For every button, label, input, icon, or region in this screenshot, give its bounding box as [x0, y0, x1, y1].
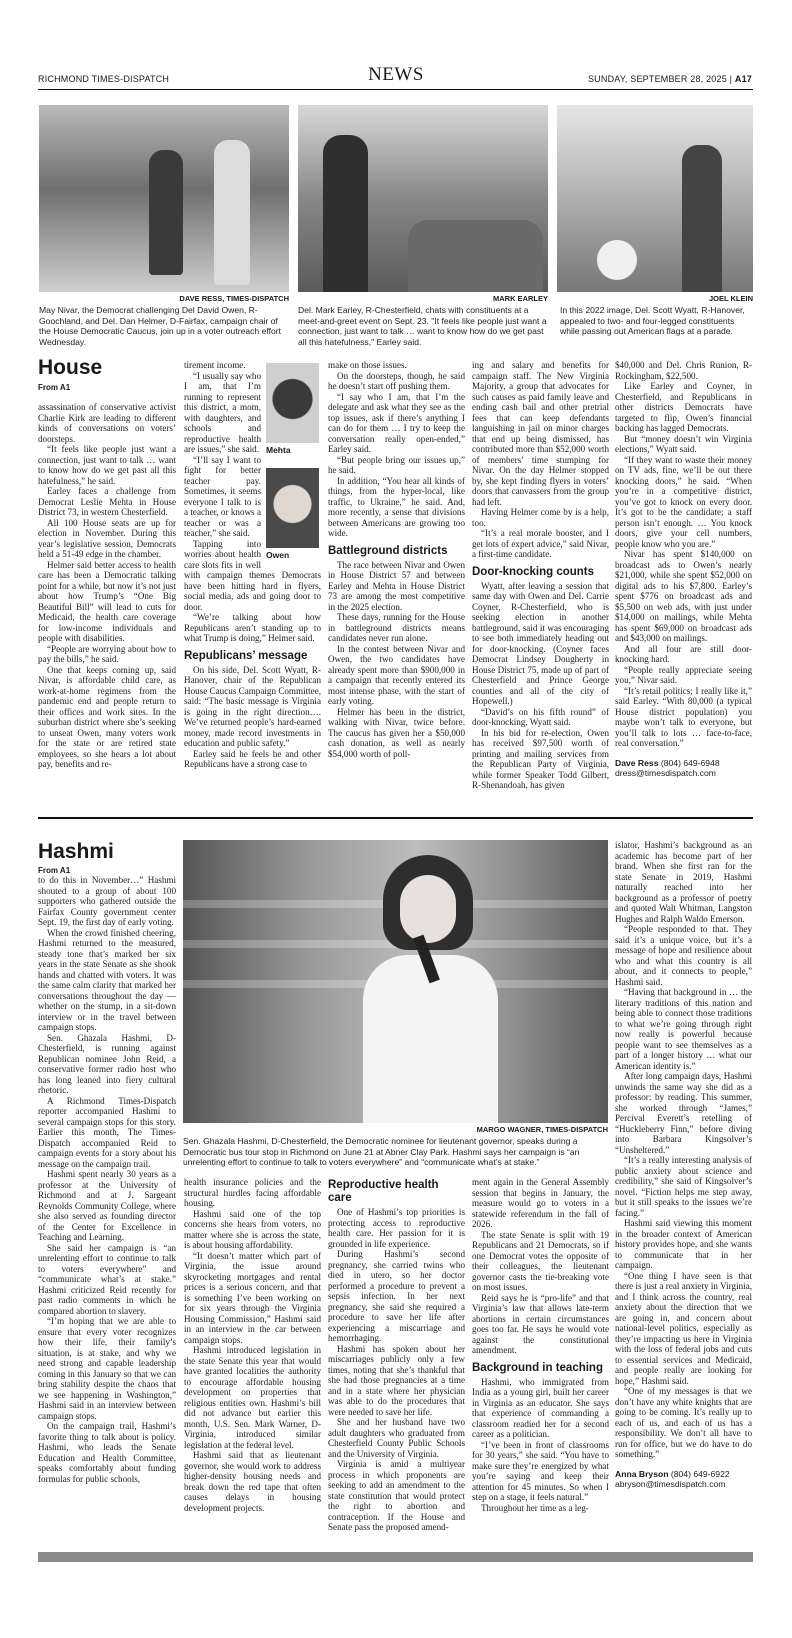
byline-signature	[615, 1469, 752, 1490]
article-column	[38, 875, 176, 1484]
paragraph: assassination of conservative activist Charlie Kirk are leading to different kinds of conversations on voters’ doorsteps.	[38, 402, 176, 444]
paragraph: Hashmi said viewing this moment in the broader context of American history provides hope, and she wants to communicate that in her campaign.	[615, 1218, 752, 1270]
paragraph: She and her husband have two adult daughters who graduated from Chesterfield County Public Schools and the University of Virginia.	[328, 1417, 465, 1459]
photo-wyatt	[557, 105, 753, 292]
article-column	[472, 360, 609, 791]
paragraph: On the doorsteps, though, he said he doesn’t start off pushing them.	[328, 370, 465, 391]
section-title: NEWS	[368, 64, 424, 85]
subhead: Background in teaching	[472, 1361, 603, 1374]
paragraph: $40,000 and Del. Chris Runion, R-Rockingham, $22,500.	[615, 360, 752, 381]
paragraph: Hashmi said one of the top concerns she hears from voters, no matter where she is across the state, is about housing affordability.	[184, 1208, 321, 1250]
paragraph: Hashmi introduced legislation in the state Senate this year that would have granted localities the authority to encourage affordable housing development on properties that religious entities own. Hashmi’s bill did not advance but earlier this month, U.S. Sen. Mark Warner, D-Virginia, introduced similar legislation at the federal level.	[184, 1345, 321, 1450]
article-column	[184, 360, 321, 770]
paragraph: Wyatt, after leaving a session that same day with Owen and Del. Carrie Coyner, R-Chesterfield, who is seeking election in another battleground, said it was encouraging to see both immediately heading out for door-knocking. (Coyner faces Democrat Lindsey Dougherty in House District 75, made up of part of Chesterfield and Prince George counties and all of the city of Hopewell.)	[472, 580, 609, 706]
photo-caption: Sen. Ghazala Hashmi, D-Chesterfield, the Democratic nominee for lieutenant governor, speaks during a Democratic bus tour stop in Richmond on June 21 at Abner Clay Park. Hashmi says her campaign is “an unrelenting effort to continue to talk to voters everywhere” and “communicate what’s at stake.”	[183, 1136, 580, 1168]
paragraph: The race between Nivar and Owen in House District 57 and between Earley and Mehta in House District 73 are among the most competitive in the 2025 election.	[328, 559, 465, 612]
paragraph: Earley said he feels he and other Republicans have a strong case to	[184, 748, 321, 769]
section-divider	[38, 817, 753, 819]
jump-line: From A1	[38, 866, 71, 875]
author-name: Anna Bryson	[615, 1468, 669, 1479]
paragraph: “I’ve been in front of classrooms for 30 years,” she said. “You have to make sure they’re energized by what you’re saying and keep their attention for 45 minutes. So when I step on a stage, it feels natural.”	[472, 1439, 609, 1502]
article-column	[472, 1177, 609, 1513]
photo-credit: JOEL KLEIN	[708, 294, 753, 303]
paragraph: During Hashmi’s second pregnancy, she carried twins who died in utero, so her doctor performed a procedure to prevent a sepsis infection. In her next pregnancy, she said she required a procedure to save her life after experiencing a miscarriage and hemorrhaging.	[328, 1249, 465, 1343]
paragraph: Helmer has been in the district, walking with Nivar, twice before. The caucus has given her a $50,000 cash donation, as well as nearly $54,000 worth of poll-	[328, 706, 465, 759]
story-kicker: House	[38, 356, 103, 379]
paragraph: “People responded to that. They said it’s a unique voice, but it’s a message of hope and resilience about who and what this country is all about, and it connects to people,” Hashmi said.	[615, 924, 752, 987]
paragraph: Nivar has spent $140,000 on broadcast ads to Owen’s nearly $21,000, while she spent $52,000 on digital ads to his $7,800. Earley’s spent $776 on broadcast ads and $5,500 on web ads, with just under $14,000 on mailings, while Mehta has spent $69,000 on broadcast ads and $43,000 on mailings.	[615, 549, 752, 643]
paragraph: Having Helmer come by is a help, too.	[472, 507, 609, 528]
paragraph: “One thing I have seen is that there is just a real anxiety in Virginia, and I think across the country, real anxiety about the direction that we are going in, and concern about national-level politics, especially as they’re impacting us here in Virginia with the loss of federal jobs and cuts to essential services and Medicaid, and people really are looking for hope,” Hashmi said.	[615, 1270, 752, 1386]
byline-signature	[615, 758, 752, 779]
paragraph: “It’s retail politics; I really like it,” said Earley. “With 80,000 (a typical House district population) you maybe won’t talk to everyone, but you’ll talk to lots … face-to-face, real conversation.”	[615, 685, 752, 748]
paragraph: In addition, “You hear all kinds of things, from the hyper-local, like traffic, to Ukraine,” he said. And, more recently, a sense that divisions between Americans are growing too wide.	[328, 475, 465, 538]
story-kicker: Hashmi	[38, 840, 114, 863]
article-column	[38, 402, 176, 770]
paragraph: “One of my messages is that we don’t have any white knights that are going to be coming. It’s really up to each of us, and each of us has a responsibility. We don’t all have to run for office, but we do have to do something.”	[615, 1386, 752, 1459]
paragraph: “We’re talking about how Republicans aren’t standing up to what Trump is doing,” Helmer said.	[184, 612, 321, 643]
photo-hashmi	[183, 840, 608, 1123]
paragraph: Reid says he is “pro-life” and that Virginia’s law that allows late-term abortions in certain circumstances goes too far. He says he would vote against the constitutional amendment.	[472, 1292, 609, 1355]
paragraph: The state Senate is split with 19 Republicans and 21 Democrats, so if one Democrat votes the opposite of their colleagues, the lieutenant governor casts the tie-breaking vote on most issues.	[472, 1229, 609, 1292]
paragraph: Helmer said better access to health care has been a Democratic talking point for a while, but now it’s not just about how Trump’s “One Big Beautiful Bill” will lead to cuts for Medicaid, the health care coverage for low-income individuals and people with disabilities.	[38, 559, 176, 643]
author-name: Dave Ress	[615, 757, 659, 768]
paragraph: “If they want to waste their money on TV ads, fine, we’ll be out there knocking doors,” he said. “When you’re in a competitive district, you’ve got to knock on every door. It’s got to be the candidate; a staff person isn’t enough. … You knock doors, give your cell numbers, people know who you are.”	[615, 454, 752, 549]
paragraph: When the crowd finished cheering, Hashmi returned to the measured, steady tone that’s marked her six years in the state Senate as she shook hands and chatted with voters. It was the same calm clarity that marked her conversations throughout the day — whether on the stump, in a sit-down interview or in the travel between campaign stops.	[38, 927, 176, 1032]
header-rule	[38, 89, 753, 90]
subhead: Reproductive health care	[328, 1179, 439, 1204]
paragraph: “It’s a really interesting analysis of public anxiety about science and credibility,” she said of Kingsolver’s novel. “Fiction helps me step away, but it still speaks to the issues we’re facing.”	[615, 1155, 752, 1218]
paragraph: tirement income.	[184, 360, 246, 370]
paragraph: One that keeps coming up, said Nivar, is affordable child care, as work-at-home regimens from the pandemic end and people return to their offices and work sites. In the suburban district where she’s seeking to unseat Owen, many voters work for the state or are retired state employees, so she hears a lot about pay, benefits and re-	[38, 664, 176, 769]
photo-earley	[298, 105, 548, 292]
paragraph: “I say who I am, that I’m the delegate and ask what they see as the top issues, ask if there’s anything I can do for them … I try to keep the conversation really open-ended,” Earley said.	[328, 391, 465, 454]
article-column	[615, 840, 752, 1490]
paragraph: “Having that background in … the literary traditions of this nation and being able to connect those traditions to what we’re going through right now really is powerful because people want to see themselves as a part of a longer history … what our American identity is.”	[615, 987, 752, 1071]
mugshot-label: Owen	[266, 550, 290, 560]
paragraph: Earley faces a challenge from Democrat Leslie Mehta in House District 73, in western Chesterfield.	[38, 486, 176, 517]
photo-caption: May Nivar, the Democrat challenging Del David Owen, R-Goochland, and Del. Dan Helmer, D-Fairfax, campaign chair of the House Democratic Caucus, join up in a voter outreach effort Wednesday.	[39, 305, 282, 347]
paragraph: “People really appreciate seeing you,” Nivar said.	[615, 664, 752, 685]
paragraph: Virginia is amid a multiyear process in which proponents are seeking to add an amendment to the state constitution that would protect the right to abortion and contraception. If the House and Senate pass the proposed amend-	[328, 1459, 465, 1532]
paragraph: Hashmi said that as lieutenant governor, she would work to address higher-density housing needs and break down the red tape that often causes delays in housing development projects.	[184, 1450, 321, 1513]
paragraph: After long campaign days, Hashmi unwinds the same way she did as a professor: by reading. This summer, she worked through “James,” Percival Everett’s retelling of “Huckleberry Finn,” before diving into Barbara Kingsolver’s “Unsheltered.”	[615, 1071, 752, 1155]
author-email[interactable]: dress@timesdispatch.com	[615, 768, 716, 779]
paper-name: RICHMOND TIMES-DISPATCH	[38, 74, 170, 84]
paragraph: On the campaign trail, Hashmi’s favorite thing to talk about is policy. Hashmi, who leads the Senate Education and Health Committee, speaks comfortably about funding formulas for public schools,	[38, 1421, 176, 1484]
photo-caption: Del. Mark Earley, R-Chesterfield, chats with constituents at a meet-and-greet event on Sept. 23. "It feels like people just want a connection, just want to talk … want to know how do we get past all this hatefulness," Earley said.	[298, 305, 547, 347]
paragraph: to do this in November…” Hashmi shouted to a group of about 100 supporters who gathered outside the Fairfax County government center Sept. 19, the first day of early voting.	[38, 875, 176, 927]
paragraph: “David’s on his fifth round” of door-knocking, Wyatt said.	[472, 706, 609, 727]
photo-nivar-helmer	[39, 105, 289, 292]
paragraph: Hashmi, who immigrated from India as a young girl, built her career in Virginia as an educator. She says that experience of commanding a classroom readied her for a second career as a politician.	[472, 1376, 609, 1439]
paragraph: Sen. Ghazala Hashmi, D-Chesterfield, is running against Republican nominee John Reid, a conservative former radio host who has long leaned into fiery cultural rhetoric.	[38, 1032, 176, 1095]
paragraph: In the contest between Nivar and Owen, the two candidates have already spent more than $900,000 in a campaign that recently entered its most intense phase, with the start of early voting.	[328, 643, 465, 706]
photo-caption: In this 2022 image, Del. Scott Wyatt, R-Hanover, appealed to two- and four-legged constituents while passing out American flags at a parade.	[560, 305, 745, 337]
author-email[interactable]: abryson@timesdispatch.com	[615, 1479, 726, 1490]
article-column	[328, 1173, 465, 1533]
subhead: Battleground districts	[328, 544, 448, 557]
mugshot-label: Mehta	[266, 445, 291, 455]
paragraph: “It feels like people just want a connection, just want to talk … want to know how do we get past all this hatefulness,” he said.	[38, 444, 176, 486]
paragraph: islator, Hashmi’s background as an academic has become part of her brand. When she first ran for the state Senate in 2019, Hashmi naturally reached into her background as a professor of poetry and quoted Walt Whitman, Langston Hughes and Ralph Waldo Emerson.	[615, 840, 752, 924]
paragraph: On his side, Del. Scott Wyatt, R-Hanover, chair of the Republican House Caucus Campaign Committee, said: “The basic message is Virginia is going in the right direction…. We’ve returned people’s hard-earned money, made record investments in education and public safety.”	[184, 664, 321, 748]
photo-credit: MARGO WAGNER, TIMES-DISPATCH	[476, 1125, 608, 1134]
jump-line: From A1	[38, 383, 71, 392]
paragraph: Tapping into worries about health care slots fits in well with campaign themes Democrats have been hitting hard in flyers, social media, ads and going door to door.	[184, 538, 321, 612]
paragraph: health insurance policies and the structural hurdles facing affordable housing.	[184, 1177, 321, 1208]
paragraph: “I’ll say I want to fight for better teacher pay. Sometimes, it seems everyone I talk to is a teacher, or knows a teacher or was a teacher,” she said.	[184, 454, 261, 538]
separator: |	[729, 74, 733, 84]
paragraph: ing and salary and benefits for campaign staff. The New Virginia Majority, a group that advocates for such causes as paid family leave and ending cash bail and other pretrial fees that can keep defendants languishing in jail on minor charges that end up being dismissed, has contributed more than $52,000 worth of members’ time stumping for Nivar. On the day Helmer stopped by, she kept finding flyers in voters’ doors that canvassers from the group had left.	[472, 360, 609, 507]
paragraph: ment again in the General Assembly session that begins in January, the measure would go to voters in a statewide referendum in the fall of 2026.	[472, 1177, 609, 1229]
mugshot-spacer	[261, 360, 321, 560]
paragraph: Like Earley and Coyner, in Chesterfield, and Republicans in other districts Democrats have targeted to flip, Owen’s financial backing has lagged Democrats.	[615, 381, 752, 433]
paragraph: All 100 House seats are up for election in November. During this year’s legislative session, Democrats held a 51-49 edge in the chamber.	[38, 517, 176, 559]
photo-credit: MARK EARLEY	[492, 294, 548, 303]
paragraph: She said her campaign is “an unrelenting effort to continue to talk to voters everywhere” and “communicate what’s at stake.” Hashmi criticized Reid recently for past radio comments in which he compared abortion to slavery.	[38, 1242, 176, 1316]
paragraph: And all four are still door-knocking hard.	[615, 643, 752, 664]
paragraph: “I’m hoping that we are able to ensure that every voter recognizes how their life, their family’s situation, is at stake, and why we need strong and capable leadership coming in this January so that we can bring stability despite the chaos that we see happening in Washington,” Hashmi said in an interview between campaign stops.	[38, 1316, 176, 1421]
paragraph: “I usually say who I am, that I’m running to represent this district, a mom, with daughters, and schools and reproductive health are issues,” she said.	[184, 370, 261, 454]
paragraph: One of Hashmi’s top priorities is protecting access to reproductive health care. Her passion for it is grounded in life experience.	[328, 1207, 465, 1249]
author-phone: (804) 649-6922	[670, 1468, 730, 1479]
subhead: Door-knocking counts	[472, 565, 595, 578]
article-column	[328, 360, 465, 759]
article-column	[615, 360, 752, 779]
date-page	[588, 74, 752, 84]
date: SUNDAY, SEPTEMBER 28, 2025	[587, 74, 727, 84]
paragraph: Hashmi spent nearly 30 years as a professor at the University of Richmond and at J. Sargeant Reynolds Community College, where she also served as founding director of the Center for Excellence in Teaching and Learning.	[38, 1169, 176, 1242]
subhead: Republicans’ message	[184, 649, 308, 662]
article-column	[184, 1177, 321, 1513]
photo-credit: DAVE RESS, TIMES-DISPATCH	[179, 294, 289, 303]
paragraph: Hashmi has spoken about her miscarriages publicly only a few times, noting that she’s thankful that she had those pregnancies at a time and in a state where her physician was able to do the procedures that were needed to save her life.	[328, 1343, 465, 1417]
paragraph: In his bid for re-election, Owen has received $97,500 worth of printing and mailing services from the Republican Party of Virginia, while former Speaker Todd Gilbert, R-Shenandoah, has given	[472, 727, 609, 790]
paragraph: “But people bring our issues up,” he said.	[328, 454, 465, 475]
paragraph: make on those issues.	[328, 360, 407, 370]
paragraph: These days, running for the House in battleground districts means candidates never run alone.	[328, 612, 465, 643]
paragraph: But “money doesn’t win Virginia elections,” Wyatt said.	[615, 433, 752, 454]
paragraph: Throughout her time as a leg-	[481, 1502, 589, 1513]
paragraph: “People are worrying about how to pay the bills,” he said.	[38, 643, 176, 664]
paragraph: A Richmond Times-Dispatch reporter accompanied Hashmi to several campaign stops for this story. Earlier this month, The Times-Dispatch accompanied Reid to campaign events for a story about his message on the campaign trail.	[38, 1095, 176, 1169]
paragraph: “It’s a real morale booster, and I get lots of expert advice,” said Nivar, a first-time candidate.	[472, 528, 609, 559]
author-phone: (804) 649-6948	[660, 757, 720, 768]
page-number: A17	[734, 74, 752, 84]
bottom-bar	[38, 1552, 753, 1562]
paragraph: “It doesn’t matter which part of Virginia, the issue around skyrocketing mortgages and rental prices is a serious concern, and that is something I’ve been working on for six years through the Virginia Housing Commission,” Hashmi said in an interview in the car between campaign stops.	[184, 1250, 321, 1345]
